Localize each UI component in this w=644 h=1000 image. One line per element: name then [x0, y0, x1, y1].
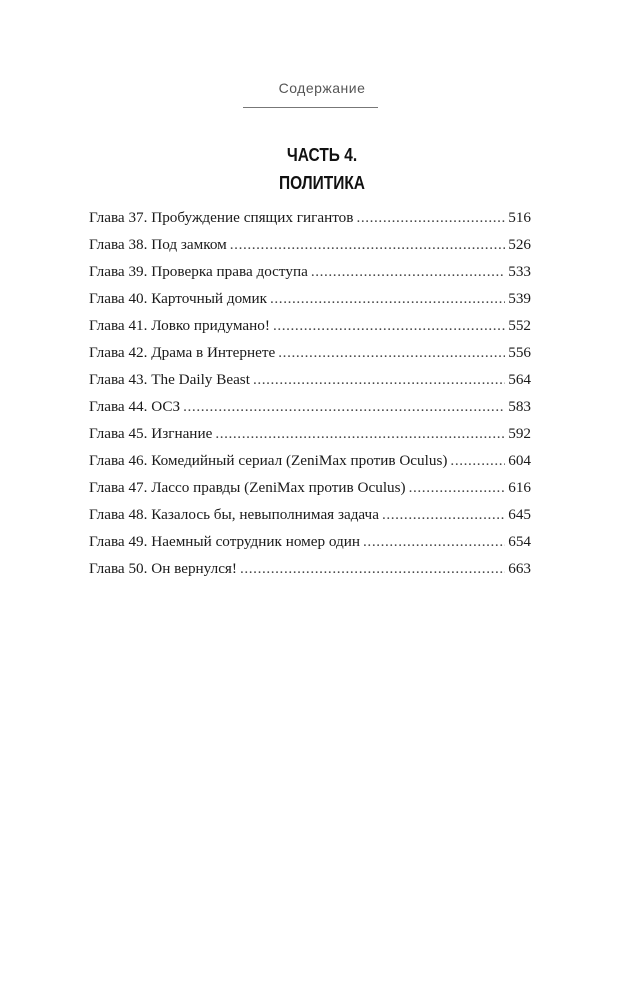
toc-page-number: 539: [508, 290, 531, 307]
toc-dot-leader: [409, 474, 506, 501]
toc-page-number: 592: [508, 425, 531, 442]
toc-page-number: 604: [508, 452, 531, 469]
toc-dot-leader: [230, 231, 505, 258]
toc-dot-leader: [363, 528, 505, 555]
toc-entry[interactable]: [89, 447, 531, 474]
toc-page-number: 583: [508, 398, 531, 415]
toc-entry-title: Глава 50. Он вернулся!: [89, 560, 237, 577]
toc-entry-title: Глава 42. Драма в Интернете: [89, 344, 276, 361]
toc-dot-leader: [356, 204, 505, 231]
toc-dot-leader: [215, 420, 505, 447]
toc-dot-leader: [278, 339, 505, 366]
toc-entry[interactable]: [89, 204, 531, 231]
toc-page-number: 645: [508, 506, 531, 523]
toc-page-number: 552: [508, 317, 531, 334]
toc-entry-title: Глава 38. Под замком: [89, 236, 227, 253]
toc-dot-leader: [311, 258, 505, 285]
toc-entry-title: Глава 45. Изгнание: [89, 425, 213, 442]
toc-entry-title: Глава 40. Карточный домик: [89, 290, 267, 307]
toc-entry-title: Глава 44. ОСЗ: [89, 398, 181, 415]
toc-dot-leader: [450, 447, 505, 474]
toc-entry[interactable]: [89, 393, 531, 420]
toc-dot-leader: [382, 501, 505, 528]
part-number: ЧАСТЬ 4.: [286, 145, 358, 165]
toc-dot-leader: [273, 312, 505, 339]
toc-entry-title: Глава 48. Казалось бы, невыполнимая задача: [89, 506, 379, 523]
toc-entry[interactable]: [89, 555, 531, 582]
toc-entry[interactable]: [89, 474, 531, 501]
running-head: Содержание: [278, 80, 366, 96]
toc-entry-title: Глава 41. Ловко придумано!: [89, 317, 270, 334]
running-head-rule: [243, 107, 378, 108]
toc-entry[interactable]: [89, 420, 531, 447]
toc-entry[interactable]: [89, 231, 531, 258]
toc-entry[interactable]: [89, 366, 531, 393]
toc-page-number: 654: [508, 533, 531, 550]
toc-entry[interactable]: [89, 339, 531, 366]
toc-page-number: 516: [508, 209, 531, 226]
toc-entry[interactable]: [89, 285, 531, 312]
toc-dot-leader: [183, 393, 505, 420]
part-name: ПОЛИТИКА: [279, 173, 365, 193]
toc-page-number: 663: [508, 560, 531, 577]
toc-dot-leader: [240, 555, 505, 582]
toc-entry-title: Глава 47. Лассо правды (ZeniMax против Oculus): [89, 479, 406, 496]
toc-dot-leader: [270, 285, 505, 312]
table-of-contents: [89, 204, 531, 582]
toc-entry-title: Глава 37. Пробуждение спящих гигантов: [89, 209, 354, 226]
toc-entry[interactable]: [89, 528, 531, 555]
toc-page-number: 526: [508, 236, 531, 253]
part-title: [45, 141, 599, 197]
toc-page-number: 616: [508, 479, 531, 496]
toc-entry-title: Глава 49. Наемный сотрудник номер один: [89, 533, 361, 550]
toc-entry[interactable]: [89, 501, 531, 528]
toc-entry-title: Глава 39. Проверка права доступа: [89, 263, 308, 280]
toc-dot-leader: [253, 366, 505, 393]
toc-entry[interactable]: [89, 258, 531, 285]
toc-entry-title: Глава 43. The Daily Beast: [89, 371, 250, 388]
toc-page-number: 556: [508, 344, 531, 361]
toc-entry-title: Глава 46. Комедийный сериал (ZeniMax против Oculus): [89, 452, 448, 469]
toc-page-number: 564: [508, 371, 531, 388]
toc-entry[interactable]: [89, 312, 531, 339]
toc-page-number: 533: [508, 263, 531, 280]
